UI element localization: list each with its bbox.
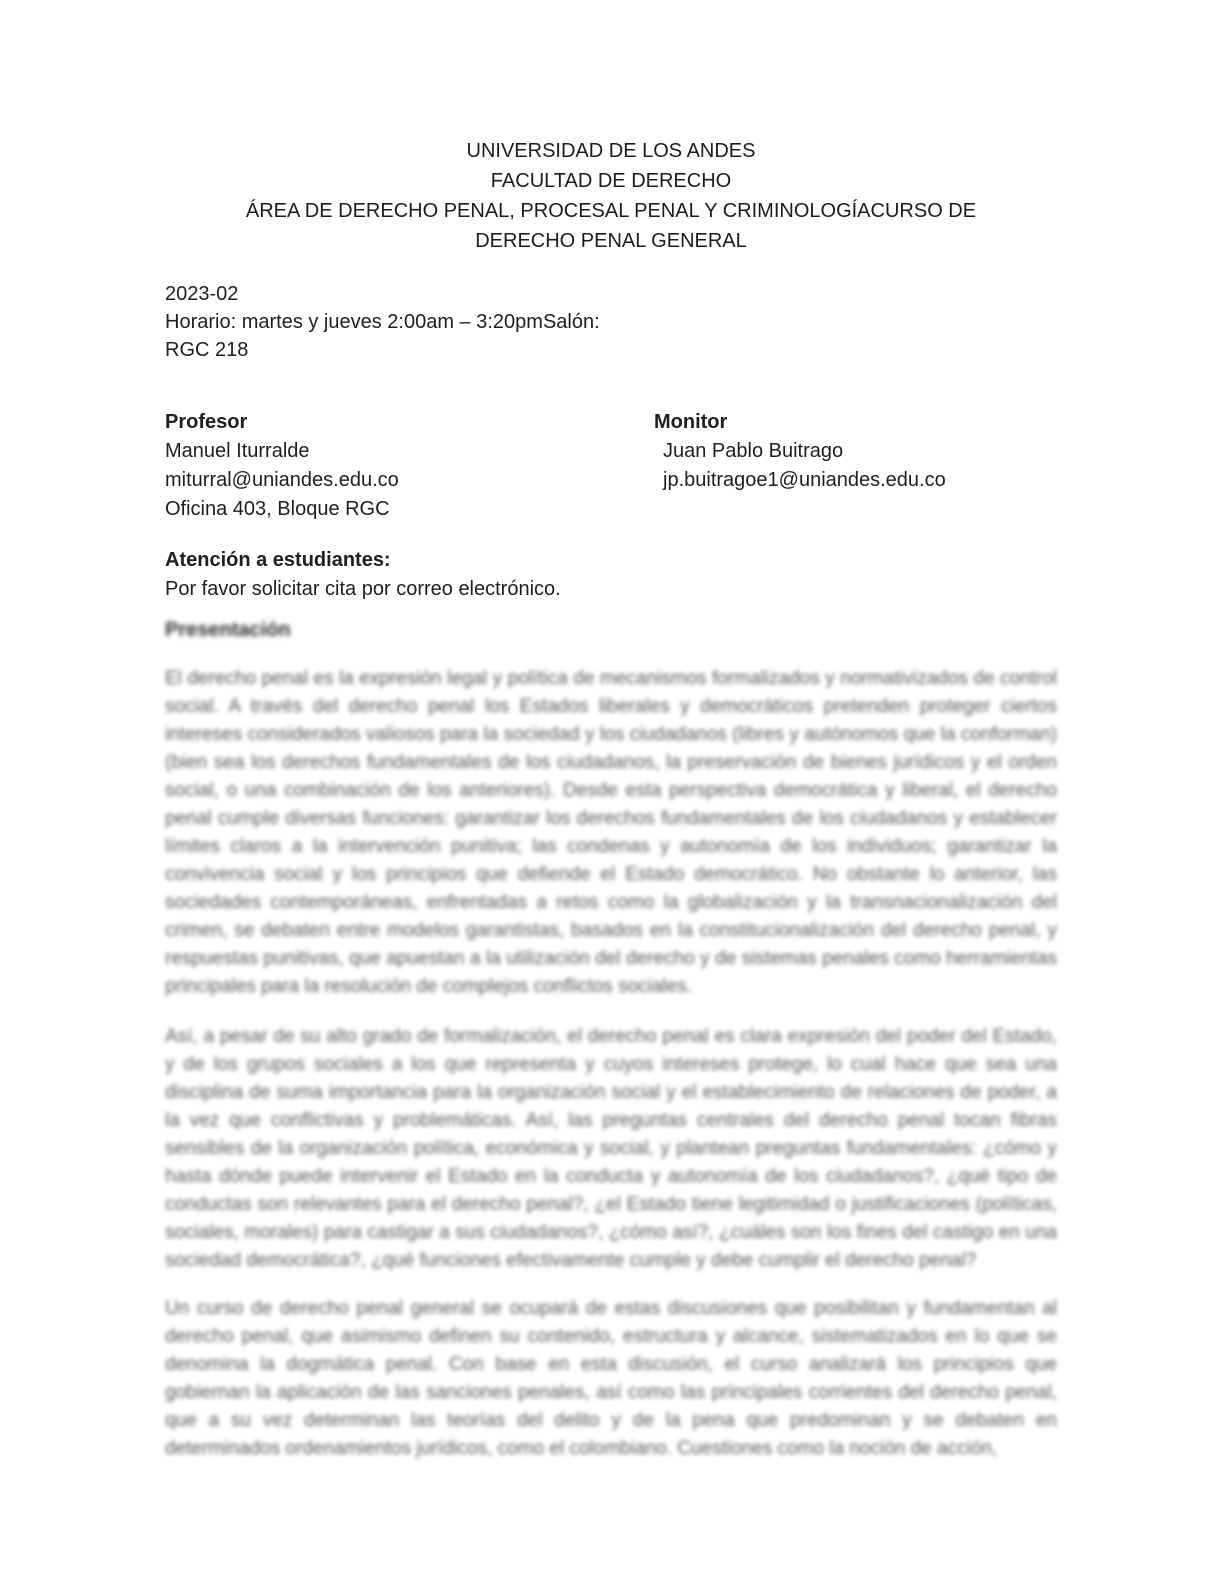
monitor-name: Juan Pablo Buitrago (663, 440, 844, 462)
header-course: DERECHO PENAL GENERAL (475, 230, 747, 252)
monitor-label: Monitor (654, 411, 728, 433)
professor-office: Oficina 403, Bloque RGC (165, 498, 390, 520)
presentation-heading: Presentación (165, 619, 291, 641)
professor-block (165, 408, 654, 524)
professor-label: Profesor (165, 411, 248, 433)
professor-name: Manuel Iturralde (165, 440, 310, 462)
monitor-email: jp.buitragoe1@uniandes.edu.co (663, 469, 946, 491)
office-hours-section (165, 546, 1057, 604)
document-header (165, 0, 1057, 256)
professor-email: miturral@uniandes.edu.co (165, 469, 399, 491)
header-area: ÁREA DE DERECHO PENAL, PROCESAL PENAL Y CRIMINOLOGÍACURSO DE (245, 200, 977, 222)
header-faculty: FACULTAD DE DERECHO (490, 170, 732, 192)
office-hours-note: Por favor solicitar cita por correo electrónico. (165, 578, 561, 600)
schedule: Horario: martes y jueves 2:00am – 3:20pmSalón: (165, 311, 600, 333)
term: 2023-02 (165, 283, 239, 305)
presentation-paragraph-3: Un curso de derecho penal general se ocupará de estas discusiones que posibilitan y fundamentan al derecho penal, que asimismo definen su contenido, estructura y alcance, sistematizados en lo que se denomina la dogmática penal. Con base en esta discusión, el curso analizará los principios que gobiernan la aplicación de las sanciones penales, así como las principales corrientes del derecho penal, que a su vez determinan las teorías del delito y de la pena que predominan y se debaten en determinados ordenamientos jurídicos, como el colombiano. Cuestiones como la noción de acción, (165, 1298, 1057, 1459)
presentation-paragraph-1: El derecho penal es la expresión legal y política de mecanismos formalizados y normativizados de control social. A través del derecho penal los Estados liberales y democráticos pretenden proteger ciertos intereses considerados valiosos para la sociedad y los ciudadanos (libres y autónomos que la conforman) (bien sea los derechos fundamentales de los ciudadanos, la preservación de bienes jurídicos y el orden social, o una combinación de los anteriores). Desde esta perspectiva democrática y liberal, el derecho penal cumple diversas funciones: garantizar los derechos fundamentales de los ciudadanos y establecer límites claros a la intervención punitiva; las condenas y autonomía de los individuos; garantizar la convivencia social y los principios que defiende el Estado democrático. No obstante lo anterior, las sociedades contemporáneas, enfrentadas a retos como la globalización y la transnacionalización del crimen, se debaten entre modelos garantistas, basados en la constitucionalización del derecho penal, y respuestas punitivas, que apuestan a la utilización del derecho y de sistemas penales como herramientas principales para la resolución de complejos conflictos sociales. (165, 668, 1057, 997)
course-meta (165, 280, 1057, 364)
document-content (165, 0, 1057, 1463)
staff-section (165, 408, 1057, 524)
header-university: UNIVERSIDAD DE LOS ANDES (466, 140, 756, 162)
office-hours-label: Atención a estudiantes: (165, 549, 391, 571)
monitor-block (654, 408, 1057, 524)
room: RGC 218 (165, 339, 249, 361)
presentation-section (165, 616, 1057, 1463)
presentation-paragraph-2: Así, a pesar de su alto grado de formalización, el derecho penal es clara expresión del poder del Estado, y de los grupos sociales a los que representa y cuyos intereses protege, lo cual hace que sea una disciplina de suma importancia para la organización social y el establecimiento de relaciones de poder, a la vez que conflictivas y problemáticas. Así, las preguntas centrales del derecho penal tocan fibras sensibles de la organización política, económica y social, y plantean preguntas fundamentales: ¿cómo y hasta dónde puede intervenir el Estado en la conducta y autonomía de los ciudadanos?, ¿qué tipo de conductas son relevantes para el derecho penal?, ¿el Estado tiene legitimidad o justificaciones (políticas, sociales, morales) para castigar a sus ciudadanos?, ¿cómo así?, ¿cuáles son los fines del castigo en una sociedad democrática?, ¿qué funciones efectivamente cumple y debe cumplir el derecho penal? (165, 1026, 1057, 1271)
